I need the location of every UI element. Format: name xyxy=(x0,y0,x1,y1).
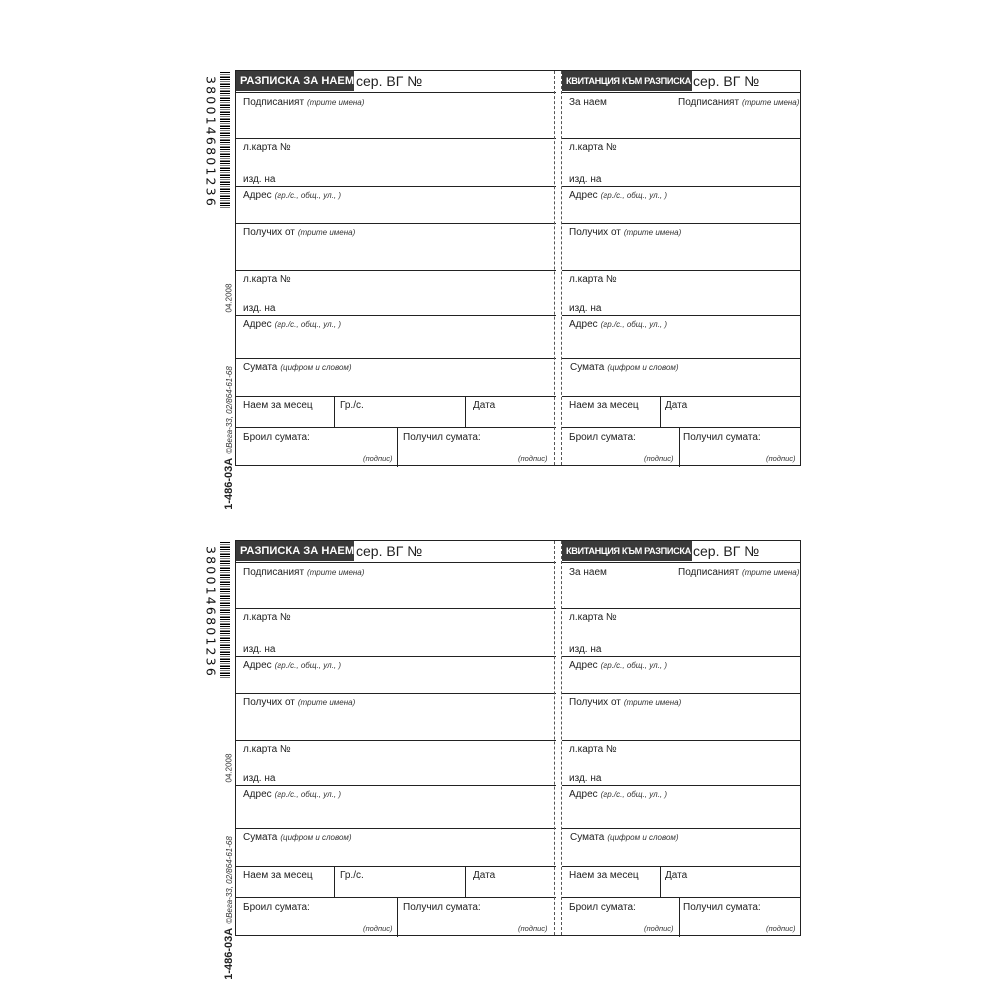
stub-title: КВИТАНЦИЯ КЪМ РАЗПИСКА xyxy=(562,541,692,561)
stub-received-from-row[interactable] xyxy=(562,694,800,741)
stub-rent-month-row[interactable] xyxy=(562,867,800,898)
product-code xyxy=(223,836,235,980)
received-from-row[interactable] xyxy=(236,694,556,741)
stub-id-card-label: л.карта № xyxy=(569,142,617,153)
rent-month-divider xyxy=(334,397,335,427)
address-label: Адрес (гр./с., общ., ул., ) xyxy=(243,660,341,671)
stub-id-card-row[interactable] xyxy=(562,609,800,657)
rent-month-label: Наем за месец xyxy=(243,870,313,881)
stub-series: сер. ВГ № xyxy=(693,543,760,559)
amount-row[interactable] xyxy=(236,359,556,397)
id-card-label-2: л.карта № xyxy=(243,744,291,755)
paid-amount-label: Броил сумата: xyxy=(243,432,310,443)
form-code: 1-486-03А xyxy=(223,927,235,980)
issued-by-label-2: изд. на xyxy=(243,773,276,784)
rent-receipt xyxy=(236,71,556,465)
stub-amount-row[interactable] xyxy=(562,359,800,397)
signatures-row[interactable] xyxy=(236,428,556,467)
date-label: Дата xyxy=(473,400,496,411)
stub-amount-row[interactable] xyxy=(562,829,800,867)
issued-by-label-2: изд. на xyxy=(243,303,276,314)
print-date: 04.2008 xyxy=(224,753,234,783)
stub-received-amount-label: Получил сумата: xyxy=(683,902,761,913)
stub-signature-hint-2: (подпис) xyxy=(766,924,796,933)
rent-receipt-form-2 xyxy=(195,540,810,980)
address-row-2[interactable] xyxy=(236,786,556,829)
stub-id-card-row[interactable] xyxy=(562,139,800,187)
rent-receipt xyxy=(236,541,556,935)
date-divider xyxy=(465,867,466,897)
receipt-header xyxy=(236,541,556,563)
receipt-stub xyxy=(562,541,800,935)
stub-received-from-label: Получих от (трите имена) xyxy=(569,227,682,238)
stub-date-divider xyxy=(660,867,661,897)
stub-amount-label: Сумата (цифром и словом) xyxy=(570,362,679,373)
address-row[interactable] xyxy=(236,657,556,694)
stub-rent-month-label: Наем за месец xyxy=(569,400,639,411)
stub-for-rent-label: За наем xyxy=(569,97,607,108)
stub-address-label-2: Адрес (гр./с., общ., ул., ) xyxy=(569,319,667,330)
received-from-row[interactable] xyxy=(236,224,556,271)
stub-received-from-row[interactable] xyxy=(562,224,800,271)
date-label: Дата xyxy=(473,870,496,881)
stub-issued-by-label: изд. на xyxy=(569,174,602,185)
signature-hint: (подпис) xyxy=(363,924,393,933)
id-card-row[interactable] xyxy=(236,609,556,657)
city-label: Гр./с. xyxy=(340,400,364,411)
stub-id-card-label-2: л.карта № xyxy=(569,274,617,285)
received-from-label: Получих от (трите имена) xyxy=(243,227,356,238)
stub-series: сер. ВГ № xyxy=(693,73,760,89)
issued-by-label: изд. на xyxy=(243,644,276,655)
address-label: Адрес (гр./с., общ., ул., ) xyxy=(243,190,341,201)
stub-signature-hint: (подпис) xyxy=(644,454,674,463)
receipt-series: сер. ВГ № xyxy=(356,543,423,559)
received-amount-label: Получил сумата: xyxy=(403,432,481,443)
rent-receipt-form-1 xyxy=(195,70,810,510)
signature-hint: (подпис) xyxy=(363,454,393,463)
form-code: 1-486-03А xyxy=(223,457,235,510)
stub-issued-by-label-2: изд. на xyxy=(569,773,602,784)
signatory-row[interactable] xyxy=(236,563,556,609)
receipt-stub xyxy=(562,71,800,465)
side-margin xyxy=(195,540,235,980)
stub-header xyxy=(562,541,800,563)
stub-signature-hint-2: (подпис) xyxy=(766,454,796,463)
stub-signature-divider xyxy=(679,898,680,937)
stub-header xyxy=(562,71,800,93)
stub-id-card-row-2[interactable] xyxy=(562,741,800,786)
signature-divider xyxy=(397,428,398,467)
address-label-2: Адрес (гр./с., общ., ул., ) xyxy=(243,319,341,330)
barcode-digits: 3800146801236 xyxy=(203,76,219,208)
stub-signatures-row[interactable] xyxy=(562,428,800,467)
signatory-label: Подписаният (трите имена) xyxy=(243,567,365,578)
barcode-bars-icon xyxy=(220,72,230,208)
rent-month-divider xyxy=(334,867,335,897)
stub-address-label: Адрес (гр./с., общ., ул., ) xyxy=(569,660,667,671)
stub-address-row-2[interactable] xyxy=(562,786,800,829)
stub-address-row[interactable] xyxy=(562,187,800,224)
stub-address-label: Адрес (гр./с., общ., ул., ) xyxy=(569,190,667,201)
stub-signatory-label: Подписаният (трите имена) xyxy=(678,567,800,578)
receipt-title: РАЗПИСКА ЗА НАЕМ xyxy=(236,541,354,561)
received-amount-label: Получил сумата: xyxy=(403,902,481,913)
stub-address-row[interactable] xyxy=(562,657,800,694)
stub-paid-amount-label: Броил сумата: xyxy=(569,432,636,443)
id-card-row-2[interactable] xyxy=(236,741,556,786)
rent-month-label: Наем за месец xyxy=(243,400,313,411)
stub-received-amount-label: Получил сумата: xyxy=(683,432,761,443)
id-card-label-2: л.карта № xyxy=(243,274,291,285)
stub-amount-label: Сумата (цифром и словом) xyxy=(570,832,679,843)
stub-rent-month-label: Наем за месец xyxy=(569,870,639,881)
id-card-label: л.карта № xyxy=(243,142,291,153)
signature-hint-2: (подпис) xyxy=(518,454,548,463)
paid-amount-label: Броил сумата: xyxy=(243,902,310,913)
receipt-header xyxy=(236,71,556,93)
id-card-row[interactable] xyxy=(236,139,556,187)
signature-divider xyxy=(397,898,398,937)
perforation-line xyxy=(554,541,562,935)
amount-label: Сумата (цифром и словом) xyxy=(243,362,352,373)
id-card-label: л.карта № xyxy=(243,612,291,623)
perforation-line xyxy=(554,71,562,465)
stub-issued-by-label-2: изд. на xyxy=(569,303,602,314)
barcode xyxy=(195,70,235,210)
stub-title: КВИТАНЦИЯ КЪМ РАЗПИСКА xyxy=(562,71,692,91)
date-divider xyxy=(465,397,466,427)
publisher-info: ©Вега-33, 02/864-61-68 xyxy=(225,836,234,924)
form-sheet xyxy=(235,540,801,936)
signatory-row[interactable] xyxy=(236,93,556,139)
id-card-row-2[interactable] xyxy=(236,271,556,316)
signatures-row[interactable] xyxy=(236,898,556,937)
stub-id-card-row-2[interactable] xyxy=(562,271,800,316)
stub-id-card-label-2: л.карта № xyxy=(569,744,617,755)
stub-date-label: Дата xyxy=(665,400,688,411)
barcode xyxy=(195,540,235,680)
amount-label: Сумата (цифром и словом) xyxy=(243,832,352,843)
barcode-bars-icon xyxy=(220,542,230,678)
stub-rent-month-row[interactable] xyxy=(562,397,800,428)
address-label-2: Адрес (гр./с., общ., ул., ) xyxy=(243,789,341,800)
product-code xyxy=(223,366,235,510)
form-sheet xyxy=(235,70,801,466)
side-margin xyxy=(195,70,235,510)
barcode-digits: 3800146801236 xyxy=(203,546,219,678)
stub-paid-amount-label: Броил сумата: xyxy=(569,902,636,913)
stub-date-label: Дата xyxy=(665,870,688,881)
address-row[interactable] xyxy=(236,187,556,224)
stub-signatory-row[interactable] xyxy=(562,563,800,609)
amount-row[interactable] xyxy=(236,829,556,867)
stub-received-from-label: Получих от (трите имена) xyxy=(569,697,682,708)
rent-month-row[interactable] xyxy=(236,397,556,428)
stub-id-card-label: л.карта № xyxy=(569,612,617,623)
received-from-label: Получих от (трите имена) xyxy=(243,697,356,708)
address-row-2[interactable] xyxy=(236,316,556,359)
publisher-info: ©Вега-33, 02/864-61-68 xyxy=(225,366,234,454)
stub-issued-by-label: изд. на xyxy=(569,644,602,655)
receipt-series: сер. ВГ № xyxy=(356,73,423,89)
stub-signature-hint: (подпис) xyxy=(644,924,674,933)
stub-address-row-2[interactable] xyxy=(562,316,800,359)
receipt-title: РАЗПИСКА ЗА НАЕМ xyxy=(236,71,354,91)
print-date: 04.2008 xyxy=(224,283,234,313)
issued-by-label: изд. на xyxy=(243,174,276,185)
stub-for-rent-label: За наем xyxy=(569,567,607,578)
stub-signature-divider xyxy=(679,428,680,467)
rent-month-row[interactable] xyxy=(236,867,556,898)
stub-date-divider xyxy=(660,397,661,427)
stub-signatory-row[interactable] xyxy=(562,93,800,139)
signature-hint-2: (подпис) xyxy=(518,924,548,933)
stub-signatures-row[interactable] xyxy=(562,898,800,937)
stub-address-label-2: Адрес (гр./с., общ., ул., ) xyxy=(569,789,667,800)
stub-signatory-label: Подписаният (трите имена) xyxy=(678,97,800,108)
signatory-label: Подписаният (трите имена) xyxy=(243,97,365,108)
city-label: Гр./с. xyxy=(340,870,364,881)
